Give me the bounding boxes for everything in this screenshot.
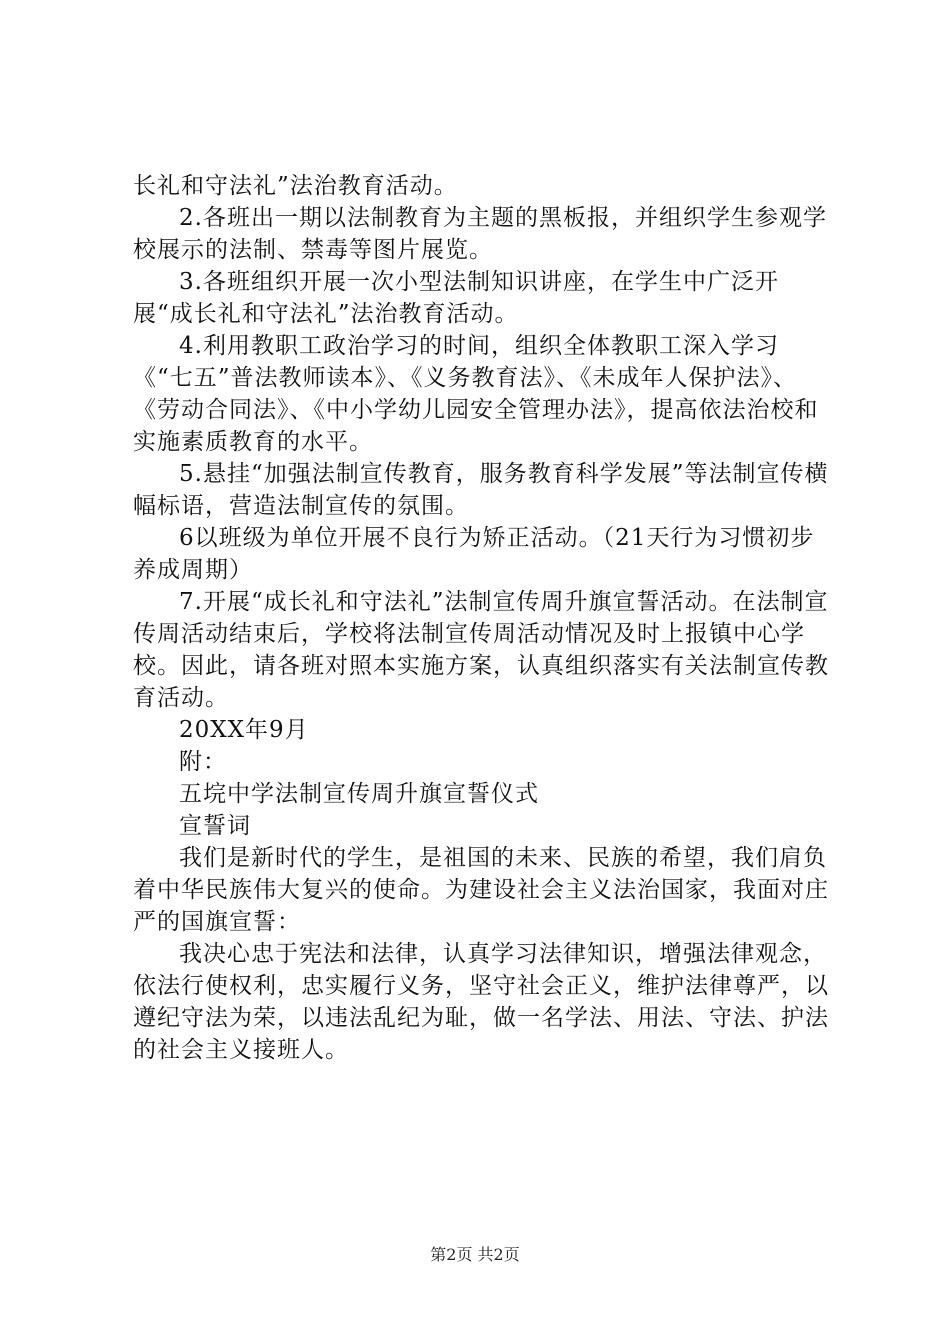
appendix-label: 附： xyxy=(179,749,227,775)
oath-heading: 宣誓词 xyxy=(179,813,251,839)
page-number-footer: 第2页 共2页 xyxy=(430,1245,520,1264)
oath-paragraph-1: 我们是新时代的学生，是祖国的未来、民族的希望，我们肩负着中华民族伟大复兴的使命。为建设社会主义法治国家，我面对庄严的国旗宣誓： xyxy=(133,845,829,935)
oath-paragraph-2: 我决心忠于宪法和法律，认真学习法律知识，增强法律观念，依法行使权利，忠实履行义务，坚守社会正义，维护法律尊严，以遵纪守法为荣，以违法乱纪为耻，做一名学法、用法、守法、护法的社会主义接班人。 xyxy=(133,941,829,1063)
document-body xyxy=(133,170,833,1066)
paragraph-item-7: 7.开展“成长礼和守法礼”法制宣传周升旗宣誓活动。在法制宣传周活动结束后，学校将法制宣传周活动情况及时上报镇中心学校。因此，请各班对照本实施方案，认真组织落实有关法制宣传教育活动。 xyxy=(133,589,829,711)
document-date: 20XX年9月 xyxy=(179,717,309,743)
paragraph-item-3: 3.各班组织开展一次小型法制知识讲座，在学生中广泛开展“成长礼和守法礼”法治教育活动。 xyxy=(133,269,779,327)
paragraph-continuation: 长礼和守法礼”法治教育活动。 xyxy=(133,173,458,199)
paragraph-item-6: 6以班级为单位开展不良行为矫正活动。（21天行为习惯初步养成周期） xyxy=(133,525,815,583)
paragraph-item-4: 4.利用教职工政治学习的时间，组织全体教职工深入学习《“七五”普法教师读本》、《义务教育法》、《未成年人保护法》、《劳动合同法》、《中小学幼儿园安全管理办法》，提高依法治校和实施素质教育的水平。 xyxy=(133,333,819,455)
paragraph-item-5: 5.悬挂“加强法制宣传教育，服务教育科学发展”等法制宣传横幅标语，营造法制宣传的氛围。 xyxy=(133,461,829,519)
appendix-title: 五垸中学法制宣传周升旗宣誓仪式 xyxy=(179,781,539,807)
paragraph-item-2: 2.各班出一期以法制教育为主题的黑板报，并组织学生参观学校展示的法制、禁毒等图片展览。 xyxy=(133,205,827,263)
